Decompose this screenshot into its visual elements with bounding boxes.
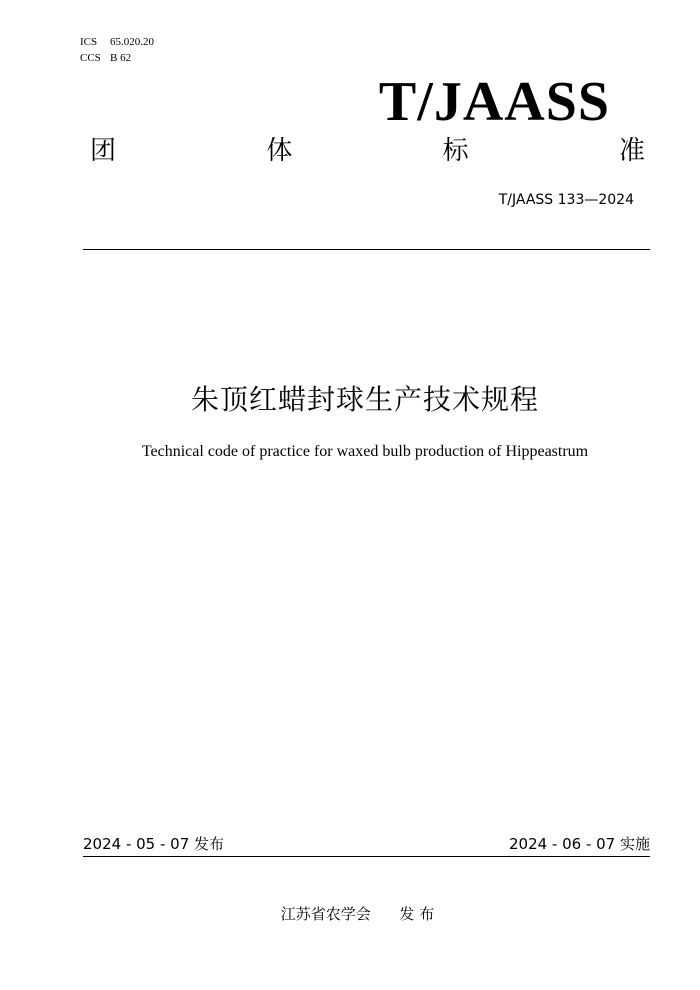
- organization-logo: T/JAASS: [378, 71, 610, 133]
- ccs-code: [80, 50, 154, 66]
- ics-value: 65.020.20: [110, 36, 154, 48]
- classification-codes: [80, 34, 154, 66]
- standard-type-char: 体: [266, 136, 293, 166]
- standard-type-char: 准: [618, 136, 645, 166]
- issuer-organization: 江苏省农学会: [280, 905, 371, 923]
- ics-label: ICS: [80, 36, 98, 48]
- issuer-line: [0, 904, 700, 924]
- standard-number: T/JAASS 133—2024: [498, 192, 634, 208]
- standard-type-char: 团: [90, 136, 117, 166]
- document-title-english: Technical code of practice for waxed bulb production of Hippeastrum: [141, 443, 589, 460]
- standard-type: [90, 134, 645, 168]
- document-title-chinese: 朱顶红蜡封球生产技术规程: [190, 383, 539, 416]
- header-divider: [83, 249, 650, 250]
- ccs-value: B 62: [110, 52, 132, 64]
- implement-date: 2024 - 06 - 07 实施: [508, 835, 650, 853]
- standard-type-char: 标: [442, 136, 469, 166]
- ics-code: [80, 34, 154, 50]
- issuer-action: 发 布: [399, 905, 435, 923]
- publish-date: 2024 - 05 - 07 发布: [83, 835, 225, 853]
- footer-divider: [83, 856, 650, 857]
- ccs-label: CCS: [80, 52, 101, 64]
